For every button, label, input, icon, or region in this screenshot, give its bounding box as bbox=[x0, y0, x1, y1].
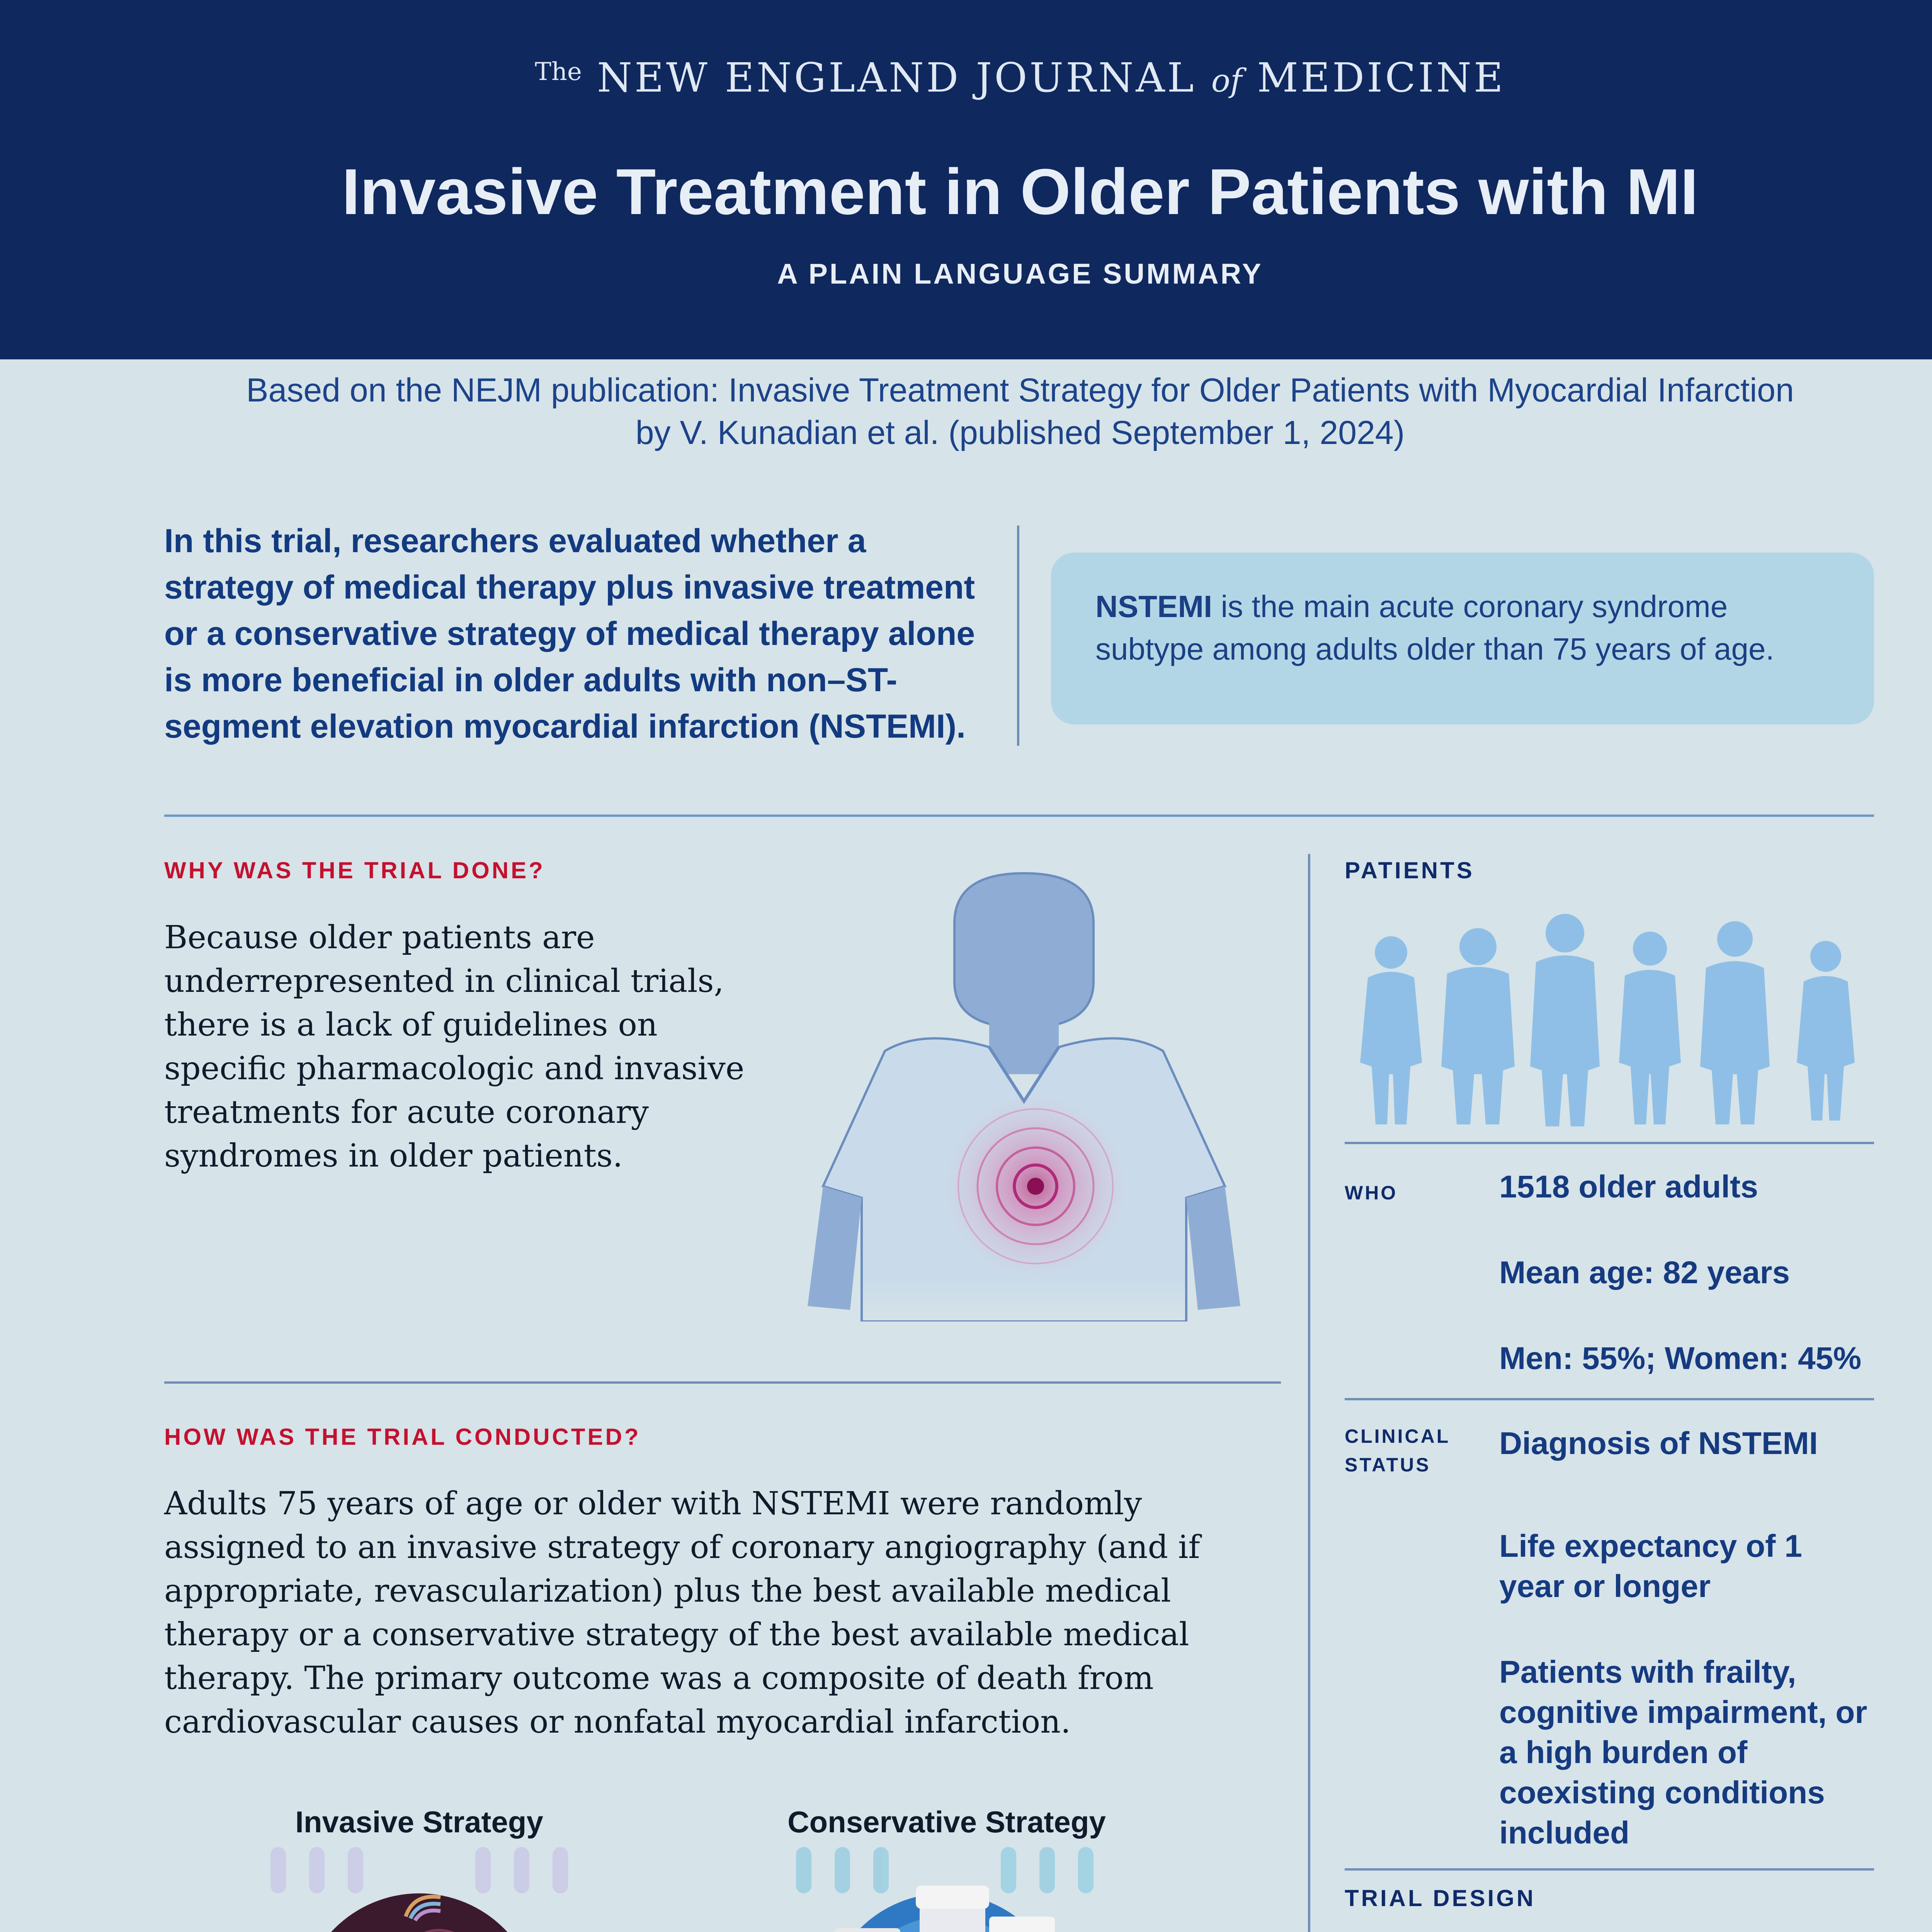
clinical-label-line-2: STATUS bbox=[1345, 1454, 1431, 1476]
clinical-life-expectancy: Life expectancy of 1 year or longer bbox=[1499, 1529, 1802, 1604]
why-how-divider bbox=[164, 1381, 1281, 1384]
clinical-inclusion: Patients with frailty, cognitive impairment, or a high burden of coexisting conditions included bbox=[1499, 1655, 1867, 1850]
who-label: WHO bbox=[1345, 1182, 1398, 1204]
why-text: Because older patients are underrepresented in clinical trials, there is a lack of guidelines on specific pharmacologic and invasive treatments for acute coronary syndromes in older patients. bbox=[164, 919, 745, 1174]
intro-divider bbox=[1017, 526, 1019, 746]
who-sex-split: Men: 55%; Women: 45% bbox=[1499, 1341, 1862, 1376]
clinical-status-label bbox=[1345, 1422, 1450, 1479]
source-line-1: Based on the NEJM publication: Invasive Treatment Strategy for Older Patients with Myocardial Infarction bbox=[246, 372, 1794, 409]
patients-divider-3 bbox=[1345, 1868, 1874, 1871]
masthead-main: NEW ENGLAND JOURNAL bbox=[597, 54, 1196, 101]
masthead-the: The bbox=[535, 58, 582, 86]
intro-text: In this trial, researchers evaluated whether a strategy of medical therapy plus invasive treatment or a conservative strategy of medical therapy alone is more beneficial in older adults with non–ST-segment elevation myocardial infarction (NSTEMI). bbox=[164, 522, 975, 745]
patients-divider-2 bbox=[1345, 1398, 1874, 1400]
source-line-2: by V. Kunadian et al. (published September 1, 2024) bbox=[635, 414, 1405, 451]
conservative-strategy-title: Conservative Strategy bbox=[787, 1805, 1106, 1839]
callout-bold-term: NSTEMI bbox=[1095, 589, 1213, 624]
page-subtitle: A PLAIN LANGUAGE SUMMARY bbox=[777, 258, 1263, 290]
page-title: Invasive Treatment in Older Patients with MI bbox=[342, 155, 1699, 228]
nstemi-callout bbox=[1051, 553, 1874, 724]
patients-divider-1 bbox=[1345, 1142, 1874, 1144]
section-divider bbox=[164, 815, 1874, 817]
invasive-heart-illustration bbox=[267, 1839, 572, 1932]
invasive-strategy-title: Invasive Strategy bbox=[295, 1805, 543, 1839]
masthead-of: of bbox=[1211, 63, 1242, 99]
clinical-diagnosis: Diagnosis of NSTEMI bbox=[1499, 1426, 1818, 1461]
who-count: 1518 older adults bbox=[1499, 1169, 1758, 1204]
who-mean-age: Mean age: 82 years bbox=[1499, 1255, 1790, 1290]
how-text: Adults 75 years of age or older with NSTEMI were randomly assigned to an invasive strategy of coronary angiography (and if appropriate, revascularization) plus the best available medical therapy or a conservative strategy of the best available medical therapy. The primary outcome was a composite of death from cardiovascular causes or nonfatal myocardial infarction. bbox=[164, 1485, 1200, 1740]
clinical-label-line-1: CLINICAL bbox=[1345, 1425, 1451, 1447]
right-column-divider bbox=[1308, 854, 1310, 1932]
why-label: WHY WAS THE TRIAL DONE? bbox=[164, 857, 545, 883]
patient-chest-pain-illustration bbox=[808, 866, 1240, 1321]
header-banner bbox=[0, 0, 1932, 359]
how-label: HOW WAS THE TRIAL CONDUCTED? bbox=[164, 1424, 641, 1450]
masthead-end: MEDICINE bbox=[1257, 54, 1505, 101]
patients-label: PATIENTS bbox=[1345, 857, 1475, 883]
conservative-medication-illustration bbox=[792, 1839, 1097, 1932]
callout-text: is the main acute coronary syndrome subtype among adults older than 75 years of age. bbox=[1095, 589, 1774, 666]
trial-design-label: TRIAL DESIGN bbox=[1345, 1885, 1536, 1911]
patient-silhouettes-icon bbox=[1360, 912, 1866, 1128]
source-citation bbox=[116, 369, 1924, 454]
journal-masthead bbox=[0, 54, 1932, 101]
